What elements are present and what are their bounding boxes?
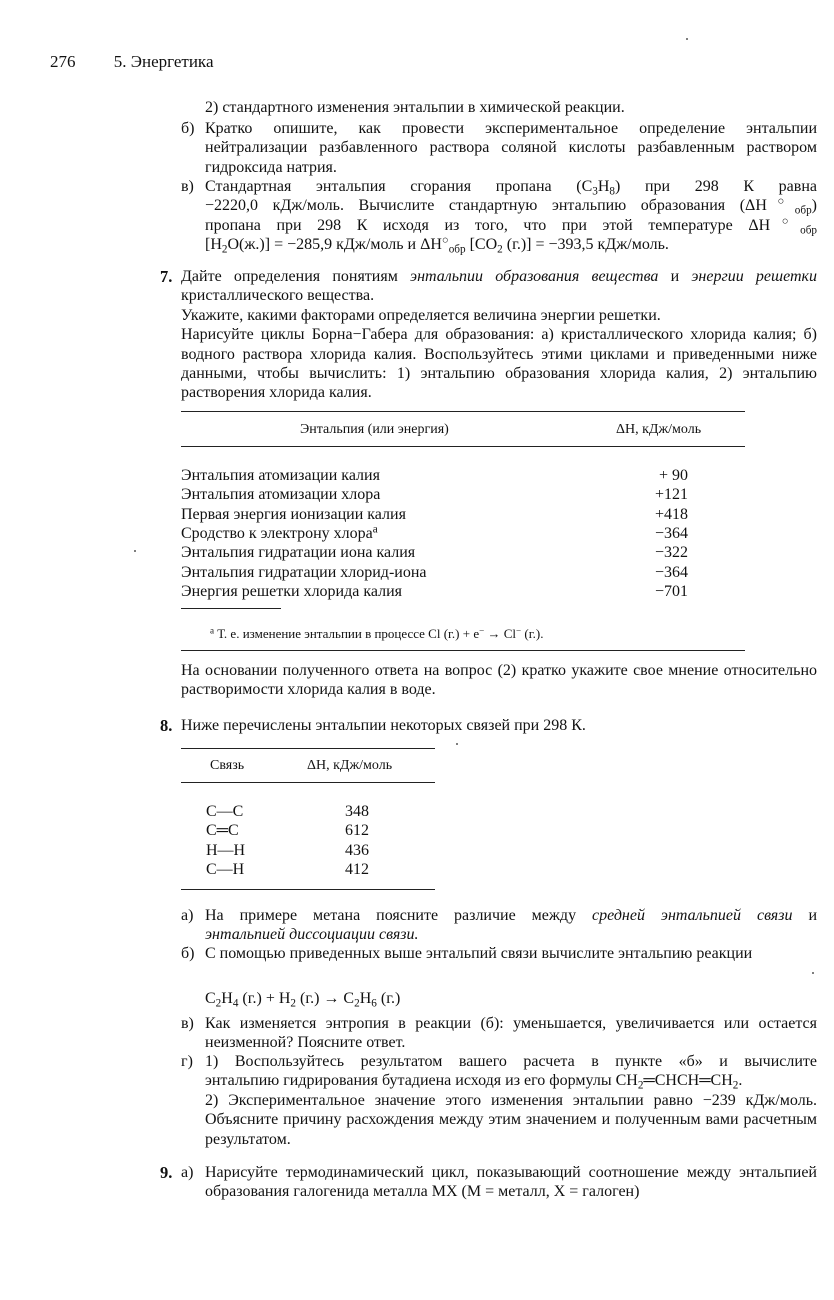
table1-row-value: +121: [654, 486, 688, 504]
q8-a-label: а): [181, 907, 194, 924]
table1-row-value: −322: [654, 544, 688, 562]
q9-number: 9.: [160, 1163, 173, 1182]
table2-row-bond: C—C: [206, 803, 244, 820]
table2-header-value: ΔH, кДж/моль: [307, 758, 393, 773]
table1-row-name: Энтальпия гидратации хлорид-иона: [181, 563, 427, 581]
q8-b-text: С помощью приведенных выше энтальпий связи вычислите энтальпию реакции: [205, 945, 753, 962]
q8-v-text: Как изменяется энтропия в реакции (б): уменьшается, увеличивается или остается неизменной? Поясните ответ.: [205, 1015, 817, 1052]
table1-row-name: Сродство к электрону хлора$^а$: [181, 523, 378, 542]
table2-row-value: 412: [345, 860, 369, 878]
table1-row-value: −364: [654, 524, 688, 542]
table1-row-value: +418: [654, 505, 688, 523]
q6-b-text: Кратко опишите, как провести экспериментальное определение энтальпии нейтрализации разбавленного раствора соляной кислоты разбавленным раствором гидроксида натрия.: [205, 120, 817, 176]
scan-speck: [686, 38, 688, 40]
table1-row-name: Энергия решетки хлорида калия: [181, 582, 403, 600]
table2-row-bond: C—H: [206, 860, 245, 878]
q7-text: Дайте определения понятиям энтальпии образования вещества и энергии решетки кристаллического вещества. Укажите, какими факторами определяется величина энергии решетки. Нарисуйте циклы Борна−Габера для образования: а) кристаллического хлорида калия; б) водного раствора хлорида калия. Воспользуйтесь этими циклами и приведенными ниже данными, чтобы вычислить: 1) энтальпию образования хлорида калия, 2) энтальпию растворения хлорида калия.: [181, 268, 818, 402]
table2-top-rule: [181, 748, 435, 749]
q8-number: 8.: [160, 716, 173, 735]
page-number: 276: [50, 52, 76, 71]
table1-row-value: −701: [654, 582, 688, 600]
scan-speck: [456, 743, 458, 745]
table1-row-value: −364: [654, 563, 688, 581]
q6-b-label: б): [181, 120, 195, 137]
q9-a-text: Нарисуйте термодинамический цикл, показывающий соотношение между энтальпией образования галогенида металла MX (M = металл, X = галоген): [205, 1164, 817, 1201]
running-header: [50, 52, 213, 72]
q6-v-label: в): [181, 178, 194, 195]
table1-bottom-rule: [181, 650, 745, 651]
table1-row-name: Энтальпия атомизации хлора: [181, 486, 381, 504]
table1-row-name: Энтальпия гидратации иона калия: [181, 544, 416, 562]
q8-equation: $C_2H_4$ $(г.) + H_2$ $(г.) \to C_2H_6$ (г.): [205, 990, 401, 1010]
q6-item-2: 2) стандартного изменения энтальпии в химической реакции.: [205, 99, 625, 116]
table2-bottom-rule: [181, 889, 435, 890]
table1-header-name: Энтальпия (или энергия): [300, 422, 449, 437]
table1-footnote: $^а$ Т. е. изменение энтальпии в процессе Cl (г.) + e− → Cl− (г.).: [210, 625, 544, 641]
table2-row-bond: C═C: [206, 822, 239, 840]
q8-a-text: На примере метана поясните различие между средней энтальпией связи и энтальпией диссоциации связи.: [205, 907, 818, 944]
chapter-title: 5. Энергетика: [113, 52, 214, 71]
q6-v-text: Стандартная энтальпия сгорания пропана $(C_3H_8)$ при 298 К равна −2220,0 кДж/моль. Вычислите стандартную энтальпию образования $(\Delta H^○_{обр})$ пропана при 298 К исходя из того, что при этой температуре $\Delta H^○_{обр}$ $[H_2O(ж.)] = -285,9$ кДж/моль и $\Delta H^○_{обр}$ [$CO_2$ (г.)] = −393,5 кДж/моль.: [205, 178, 818, 256]
q8-intro: Ниже перечислены энтальпии некоторых связей при 298 К.: [181, 717, 586, 734]
q8-g-text: 1) Воспользуйтесь результатом вашего расчета в пункте «б» и вычислите энтальпию гидрирования бутадиена исходя из его формулы $CH_2═CHCH═CH_2$. 2) Экспериментальное значение этого изменения энтальпии равно −239 кДж/моль. Объясните причину расхождения между этим значением и полученным вами расчетным результатом.: [205, 1053, 817, 1148]
table1-header-value: ΔH, кДж/моль: [616, 422, 702, 437]
q8-b-label: б): [181, 945, 195, 962]
q8-g-label: г): [181, 1053, 193, 1070]
table1-footnote-marker: а: [372, 523, 378, 536]
q8-v-label: в): [181, 1015, 194, 1032]
table2-header-rule: [181, 782, 435, 783]
q9-a-label: а): [181, 1164, 194, 1181]
table2-row-value: 612: [345, 822, 369, 840]
table1-row-name: Энтальпия атомизации калия: [181, 467, 380, 484]
table1-footnote-rule: [181, 608, 281, 609]
scan-speck: [134, 550, 136, 552]
table2-header-bond: Связь: [210, 758, 245, 773]
table1-row-name: Первая энергия ионизации калия: [181, 505, 406, 523]
q7-number: 7.: [160, 267, 173, 286]
q7-followup: На основании полученного ответа на вопрос (2) кратко укажите свое мнение относительно растворимости хлорида калия в воде.: [181, 662, 817, 699]
table1-top-rule: [181, 411, 745, 412]
table2-row-bond: H—H: [206, 841, 246, 859]
table1-header-rule: [181, 446, 745, 447]
table2-row-value: 348: [345, 803, 369, 820]
table2-row-value: 436: [345, 841, 369, 859]
table1-row-value: + 90: [658, 467, 688, 484]
scan-speck: [812, 972, 814, 974]
